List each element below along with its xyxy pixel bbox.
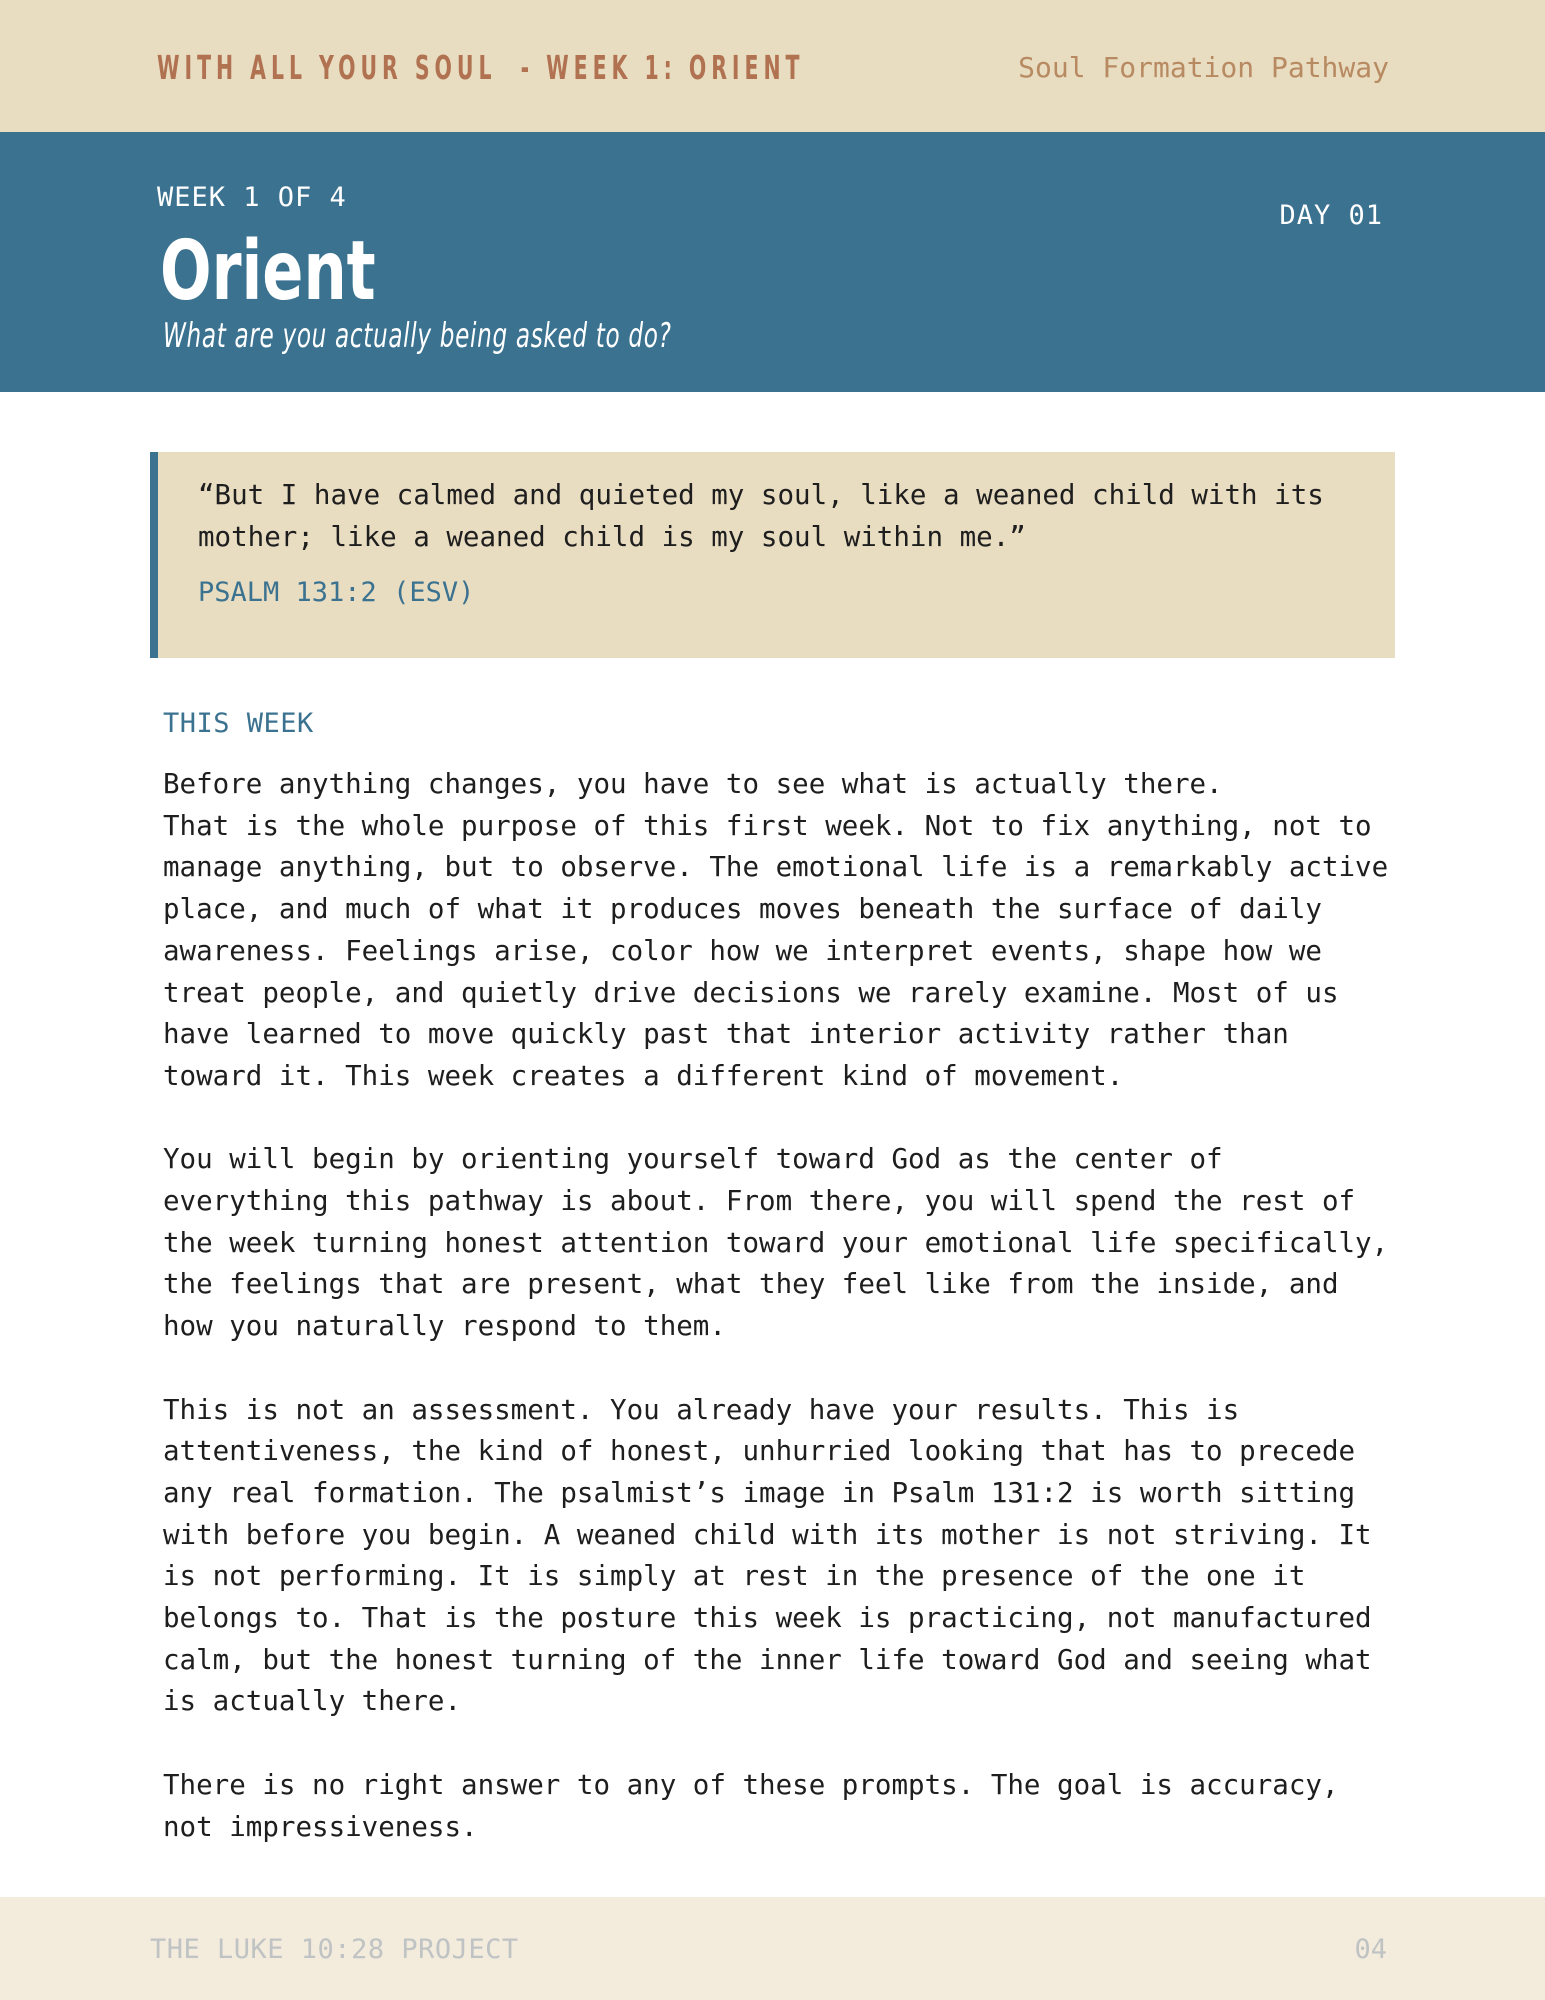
scripture-reference: PSALM 131:2 (ESV): [198, 577, 475, 608]
document-title: WITH ALL YOUR SOUL - WEEK 1: ORIENT: [157, 48, 805, 87]
week-progress: WEEK 1 OF 4: [157, 182, 347, 213]
paragraph: Before anything changes, you have to see what is actually there. That is the whole purpose of this first week. Not to fix anything, not to manage anything, but to observe. The emotional life is a remarkably active place, and much of what it produces moves beneath the surface of daily awareness. Feelings arise, color how we interpret events, shape how we treat people, and quietly drive decisions we rarely examine. Most of us have learned to move quickly past that interior activity rather than toward it. This week creates a different kind of movement.: [163, 768, 1389, 1092]
body-text: [163, 764, 1393, 1890]
scripture-quote: “But I have calmed and quieted my soul, like a weaned child with its mother; like a weaned child is my soul within me.”: [198, 479, 1324, 553]
page-header: [0, 0, 1545, 132]
week-banner: [0, 132, 1545, 392]
pathway-name: Soul Formation Pathway: [1018, 51, 1389, 84]
week-title: Orient: [160, 224, 376, 319]
scripture-callout: [150, 452, 1395, 658]
page-number: 04: [1354, 1934, 1387, 1965]
section-heading: THIS WEEK: [163, 708, 314, 739]
day-label: DAY 01: [1279, 200, 1383, 231]
project-name: THE LUKE 10:28 PROJECT: [150, 1934, 519, 1965]
paragraph: There is no right answer to any of these prompts. The goal is accuracy, not impressiveness.: [163, 1768, 1339, 1843]
paragraph: This is not an assessment. You already have your results. This is attentiveness, the kind of honest, unhurried looking that has to precede any real formation. The psalmist’s image in Psalm 131:2 is worth sitting with before you begin. A weaned child with its mother is not striving. It is not performing. It is simply at rest in the presence of the one it belongs to. That is the posture this week is practicing, not manufactured calm, but the honest turning of the inner life toward God and seeing what is actually there.: [163, 1393, 1372, 1718]
page-footer: [0, 1897, 1545, 2000]
week-question: What are you actually being asked to do?: [163, 316, 672, 356]
paragraph: You will begin by orienting yourself toward God as the center of everything this pathway is about. From there, you will spend the rest of the week turning honest attention toward your emotional life specifically, the feelings that are present, what they feel like from the inside, and how you naturally respond to them.: [163, 1143, 1389, 1343]
